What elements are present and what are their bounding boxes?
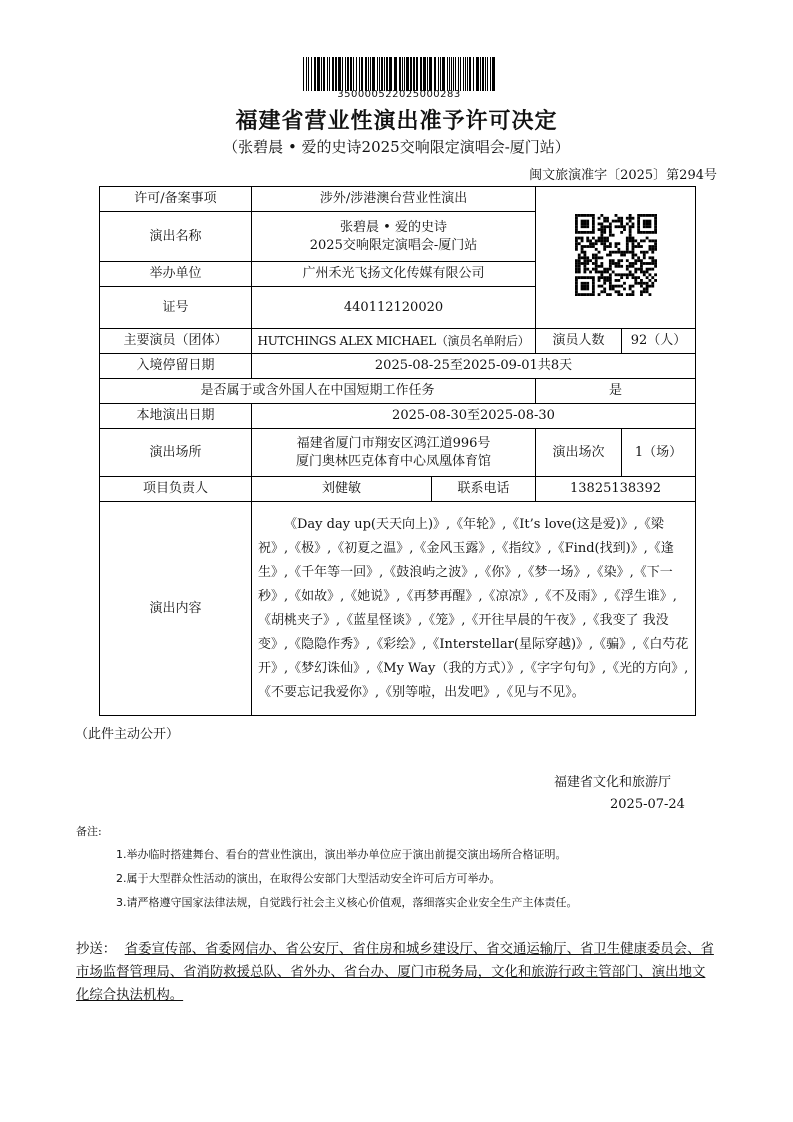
organizer-label: 举办单位 <box>100 262 252 287</box>
note-item: 3.请严格遵守国家法律法规，自觉践行社会主义核心价值观，落细落实企业安全生产主体责任。 <box>116 896 578 909</box>
content-label: 演出内容 <box>100 502 252 716</box>
performer-count-value: 92（人） <box>622 329 696 354</box>
cc-label: 抄送： <box>76 942 117 957</box>
venue-line1: 福建省厦门市翔安区鸿江道996号 <box>296 435 491 451</box>
qr-code-cell <box>536 187 696 329</box>
cert-label: 证号 <box>100 287 252 329</box>
main-performer-value: HUTCHINGS ALEX MICHAEL（演员名单附后） <box>252 329 536 354</box>
show-name-value <box>252 212 536 262</box>
document-title: 福建省营业性演出准予许可决定 <box>235 109 558 134</box>
issuer: 福建省文化和旅游厅 <box>554 775 672 790</box>
phone-value: 13825138392 <box>536 477 696 502</box>
notes-title: 备注: <box>76 825 102 838</box>
document-subtitle: （张碧晨 • 爱的史诗2025交响限定演唱会-厦门站） <box>223 138 570 156</box>
license-type-label: 许可/备案事项 <box>100 187 252 212</box>
stay-label: 入境停留日期 <box>100 354 252 379</box>
main-performer-label: 主要演员（团体） <box>100 329 252 354</box>
issue-date: 2025-07-24 <box>610 797 685 812</box>
manager-value: 刘健敏 <box>252 477 432 502</box>
venue-line2: 厦门奥林匹克体育中心凤凰体育馆 <box>296 453 492 469</box>
foreign-work-value: 是 <box>536 379 696 404</box>
foreign-work-label: 是否属于或含外国人在中国短期工作任务 <box>100 379 536 404</box>
barcode-number: 350000522025000283 <box>337 89 461 100</box>
note-item: 2.属于大型群众性活动的演出，在取得公安部门大型活动安全许可后方可举办。 <box>116 872 501 885</box>
barcode <box>303 57 495 91</box>
cc-block <box>76 938 718 1007</box>
show-name-line2: 2025交响限定演唱会-厦门站 <box>309 237 478 253</box>
license-table <box>99 186 696 716</box>
phone-label: 联系电话 <box>432 477 536 502</box>
qr-code <box>575 214 657 296</box>
license-type-value: 涉外/涉港澳台营业性演出 <box>252 187 536 212</box>
venue-label: 演出场所 <box>100 429 252 477</box>
stay-value: 2025-08-25至2025-09-01共8天 <box>252 354 696 379</box>
manager-label: 项目负责人 <box>100 477 252 502</box>
content-value: 《Day day up(天天向上)》,《年轮》,《It’s love(这是爱)》,《梁祝》,《极》,《初夏之温》,《金风玉露》,《指纹》,《Find(找到)》,《逢生》,《千年等一回》,《鼓浪屿之波》,《你》,《梦一场》,《染》,《下一秒》,《如故》,《她说》,《再梦再醒》,《凉凉》,《不及雨》,《浮生谁》,《胡桃夹子》,《蓝星怪谈》,《笼》,《开往早晨的午夜》,《我变了 我没变》,《隐隐作秀》,《彩绘》,《Interstellar(星际穿越)》,《骗》,《白芍花开》,《梦幻诛仙》,《My Way（我的方式）》,《字字句句》,《光的方向》,《不要忘记我爱你》,《别等啦，出发吧》,《见与不见》。 <box>252 502 696 716</box>
local-date-value: 2025-08-30至2025-08-30 <box>252 404 696 429</box>
local-date-label: 本地演出日期 <box>100 404 252 429</box>
show-name-label: 演出名称 <box>100 212 252 262</box>
venue-value <box>252 429 536 477</box>
public-note: （此件主动公开） <box>75 727 180 742</box>
performer-count-label: 演员人数 <box>536 329 622 354</box>
note-item: 1.举办临时搭建舞台、看台的营业性演出，演出举办单位应于演出前提交演出场所合格证明。 <box>116 848 567 861</box>
cc-text: 省委宣传部、省委网信办、省公安厅、省住房和城乡建设厅、省交通运输厅、省卫生健康委员会、省市场监督管理局、省消防救援总队、省外办、省台办、厦门市税务局，文化和旅游行政主管部门、演出地文化综合执法机构。 <box>76 942 714 1003</box>
cert-value: 440112120020 <box>252 287 536 329</box>
organizer-value: 广州禾光飞扬文化传媒有限公司 <box>252 262 536 287</box>
sessions-value: 1（场） <box>622 429 696 477</box>
sessions-label: 演出场次 <box>536 429 622 477</box>
document-number: 闽文旅演准字〔2025〕第294号 <box>529 168 717 183</box>
show-name-line1: 张碧晨 • 爱的史诗 <box>340 219 447 235</box>
